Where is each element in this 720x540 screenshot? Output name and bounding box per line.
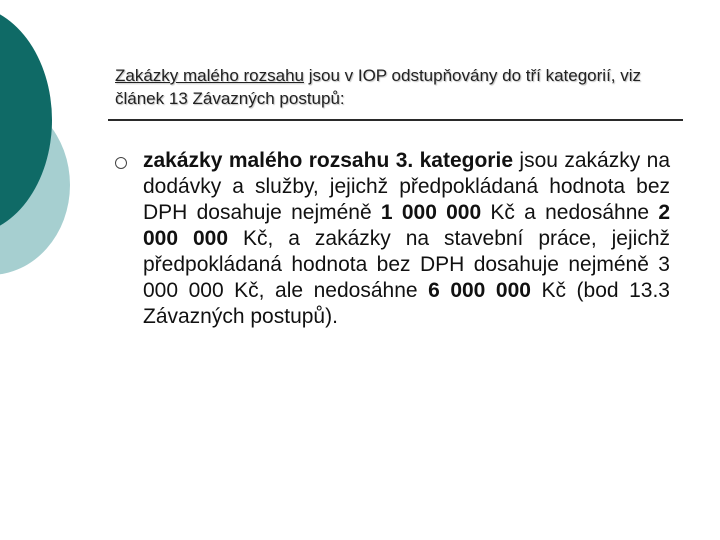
bullet-text-part-1: jsou zakázky na dodávky a služby, jejichž předpokládaná hodnota bez DPH dosahuje nejméně	[143, 149, 670, 224]
amount-2: 2 000 000	[143, 201, 670, 250]
bullet-text-part-3: Kč, a zakázky na stavební práce, jejichž předpokládaná hodnota bez DPH dosahuje nejméně 3 000 000 Kč, ale nedosáhne	[143, 227, 670, 302]
title-divider	[108, 119, 683, 121]
bullet-paragraph	[143, 148, 670, 330]
hollow-circle-bullet-icon	[115, 157, 127, 169]
title-rest: jsou v IOP odstupňovány do tří kategorií, viz článek 13 Závazných postupů:	[115, 66, 642, 108]
amount-1: 1 000 000	[380, 201, 482, 224]
bullet-text-part-4: Kč (bod 13.3 Závazných postupů).	[143, 279, 670, 328]
bullet-text-part-2: Kč a nedosáhne	[481, 201, 659, 224]
bullet-bold-term: zakázky malého rozsahu 3. kategorie	[143, 149, 513, 172]
amount-3: 6 000 000	[428, 279, 531, 302]
slide-title	[115, 64, 675, 110]
title-underlined-term: Zakázky malého rozsahu	[115, 66, 304, 85]
